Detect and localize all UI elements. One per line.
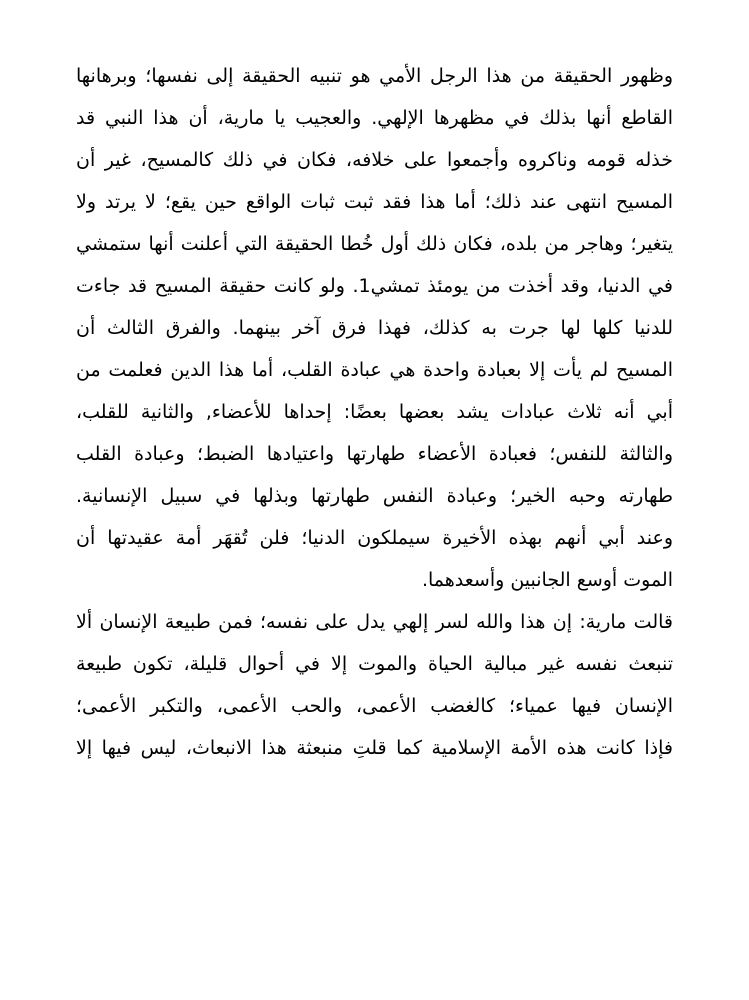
- paragraph-1-line-12: وعند أبي أنهم بهذه الأخيرة سيملكون الدنيا؛ فلن تُقهَر أمة عقيدتها أن: [76, 527, 673, 549]
- paragraph-1-line-4: المسيح انتهى عند ذلك؛ أما هذا فقد ثبت ثبات الواقع حين يقع؛ لا يرتد ولا: [76, 191, 673, 213]
- paragraph-1-line-13: الموت أوسع الجانبين وأسعدهما.: [421, 569, 673, 591]
- paragraph-1-line-8: المسيح لم يأت إلا بعبادة واحدة هي عبادة القلب، أما هذا الدين فعلمت من: [76, 359, 673, 381]
- paragraph-1-line-10: والثالثة للنفس؛ فعبادة الأعضاء طهارتها واعتيادها الضبط؛ وعبادة القلب: [76, 443, 673, 465]
- paragraph-1-line-2: القاطع أنها بذلك في مظهرها الإلهي. والعجيب يا مارية، أن هذا النبي قد: [76, 107, 673, 129]
- paragraph-2-line-1: قالت مارية: إن هذا والله لسر إلهي يدل على نفسه؛ فمن طبيعة الإنسان ألا: [76, 611, 673, 633]
- paragraph-1-line-3: خذله قومه وناكروه وأجمعوا على خلافه، فكان في ذلك كالمسيح، غير أن: [76, 149, 673, 171]
- paragraph-1-line-7: للدنيا كلها لها جرت به كذلك، فهذا فرق آخر بينهما. والفرق الثالث أن: [76, 317, 673, 339]
- paragraph-1-line-11: طهارته وحبه الخير؛ وعبادة النفس طهارتها وبذلها في سبيل الإنسانية.: [76, 485, 673, 507]
- paragraph-1-line-5: يتغير؛ وهاجر من بلده، فكان ذلك أول خُطا الحقيقة التي أعلنت أنها ستمشي: [76, 233, 673, 255]
- paragraph-2-line-2: تنبعث نفسه غير مبالية الحياة والموت إلا في أحوال قليلة، تكون طبيعة: [76, 653, 673, 675]
- paragraph-1-line-6: في الدنيا، وقد أخذت من يومئذ تمشي1. ولو كانت حقيقة المسيح قد جاءت: [76, 275, 673, 297]
- paragraph-2-line-4: فإذا كانت هذه الأمة الإسلامية كما قلتِ منبعثة هذا الانبعاث، ليس فيها إلا: [76, 737, 673, 759]
- paragraph-2-line-3: الإنسان فيها عمياء؛ كالغضب الأعمى، والحب الأعمى، والتكبر الأعمى؛: [76, 695, 673, 717]
- paragraph-1-line-9: أبي أنه ثلاث عبادات يشد بعضها بعضًا: إحداها للأعضاء, والثانية للقلب،: [76, 401, 673, 423]
- paragraph-1-line-1: وظهور الحقيقة من هذا الرجل الأمي هو تنبيه الحقيقة إلى نفسها؛ وبرهانها: [76, 65, 673, 87]
